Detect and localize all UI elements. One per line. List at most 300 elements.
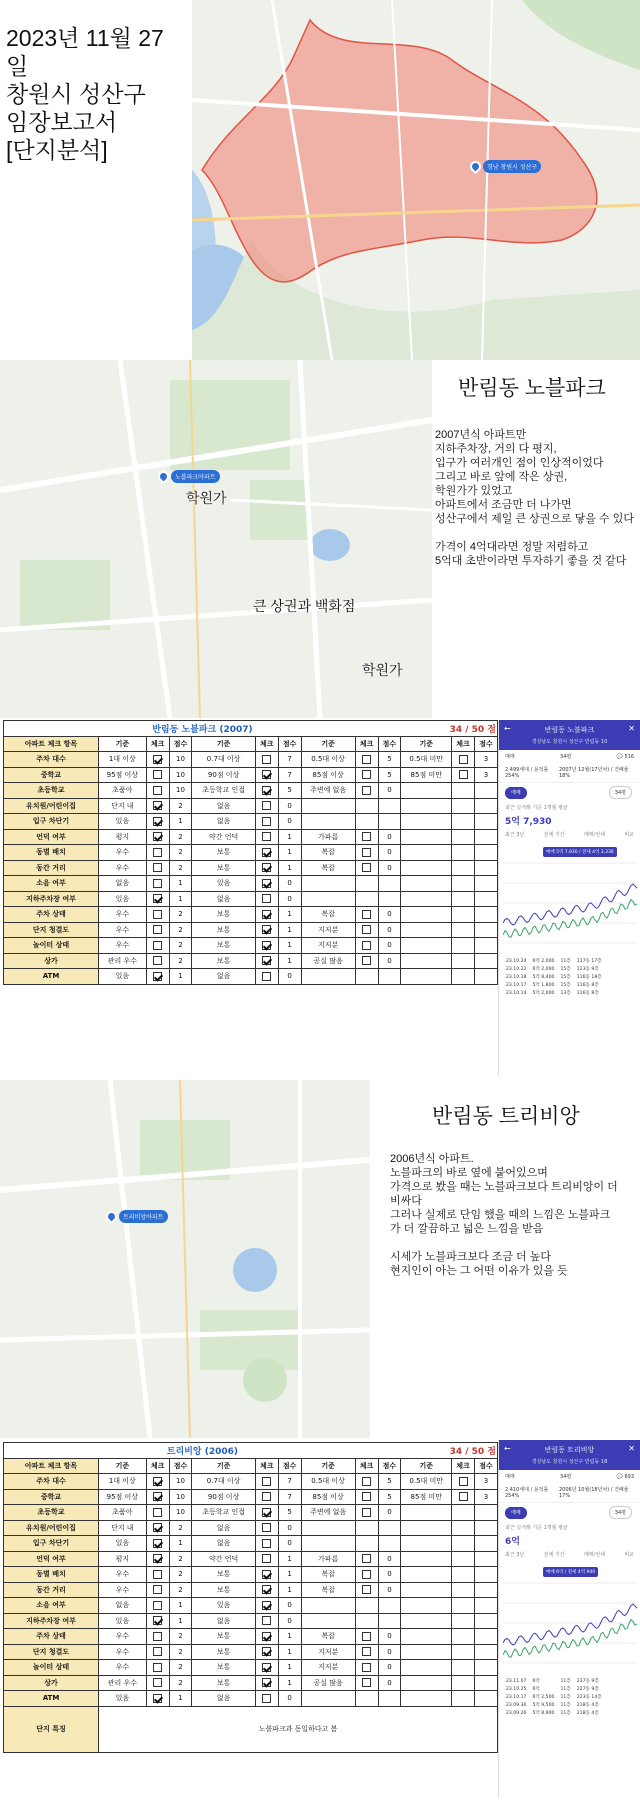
note-line: 2006년식 아파트. [390, 1153, 474, 1165]
points-cell: 0 [378, 1675, 401, 1691]
checked-box-icon[interactable] [153, 1554, 162, 1563]
checkbox-icon[interactable] [362, 863, 371, 872]
check-cell [146, 1505, 169, 1521]
checkbox-icon[interactable] [153, 1570, 162, 1579]
back-arrow-icon[interactable]: ← [504, 1444, 511, 1453]
checkbox-icon[interactable] [262, 1523, 271, 1532]
criterion-cell: 공실 많음 [301, 1675, 355, 1691]
criterion-cell [401, 1675, 452, 1691]
info-households: 2,410세대 / 용적률 254% [505, 1487, 549, 1499]
points-cell [475, 922, 498, 938]
checkbox-icon[interactable] [362, 848, 371, 857]
transaction-row[interactable] [503, 989, 605, 997]
criterion-cell: 초등학교 인접 [192, 1505, 255, 1521]
filter-row [499, 1503, 640, 1522]
checkbox-icon[interactable] [362, 1492, 371, 1501]
points-cell [378, 891, 401, 907]
transaction-cell: 117동 17층 [576, 959, 602, 964]
map-label-academy-1: 학원가 [186, 490, 227, 506]
checkbox-icon[interactable] [153, 1508, 162, 1517]
criterion-cell [401, 798, 452, 814]
criterion-cell: 초품아 [99, 1505, 147, 1521]
check-item-label: 초등학교 [4, 783, 99, 799]
transaction-row[interactable] [503, 1685, 605, 1693]
checkbox-icon[interactable] [153, 770, 162, 779]
checkbox-icon[interactable] [362, 786, 371, 795]
checked-box-icon[interactable] [262, 1585, 271, 1594]
points-cell [475, 1520, 498, 1536]
close-icon[interactable]: ✕ [628, 1444, 635, 1453]
close-icon[interactable]: ✕ [628, 724, 635, 733]
column-header: 기준 [99, 736, 147, 752]
criterion-cell [401, 1629, 452, 1645]
region-marker[interactable] [470, 160, 541, 173]
criterion-cell: 1대 이상 [99, 1474, 147, 1490]
noblepark-marker[interactable] [158, 470, 220, 483]
comment-count[interactable] [617, 1474, 634, 1480]
checkbox-icon[interactable] [262, 894, 271, 903]
criterion-cell [301, 1520, 355, 1536]
checkbox-icon[interactable] [362, 910, 371, 919]
table-row [4, 922, 498, 938]
price-panel-2[interactable] [498, 1440, 640, 1798]
points-cell: 10 [169, 1489, 192, 1505]
checkbox-icon[interactable] [153, 1663, 162, 1672]
criterion-cell: 없음 [192, 1520, 255, 1536]
check-cell [255, 798, 278, 814]
checkbox-icon[interactable] [362, 1570, 371, 1579]
table-row [4, 1644, 498, 1660]
checked-box-icon[interactable] [262, 786, 271, 795]
size-select[interactable]: 34평 [560, 754, 572, 760]
size-select[interactable]: 34평 [560, 1474, 572, 1480]
trivien-marker-label: 트리비앙아파트 [119, 1210, 168, 1223]
period-tab[interactable]: 최근 3년 [505, 832, 525, 838]
checkbox-icon[interactable] [262, 832, 271, 841]
check-cell [146, 829, 169, 845]
transaction-row[interactable] [503, 957, 605, 965]
points-cell: 0 [378, 953, 401, 969]
price-panel-1[interactable] [498, 720, 640, 1076]
checked-box-icon[interactable] [153, 832, 162, 841]
checkbox-icon[interactable] [362, 1678, 371, 1687]
transaction-row[interactable] [503, 1701, 605, 1709]
checkbox-icon[interactable] [153, 956, 162, 965]
empty-cell [452, 1567, 475, 1583]
criterion-cell [401, 1536, 452, 1552]
period-tab[interactable]: 매매/전세 [583, 1552, 605, 1558]
empty-cell [355, 969, 378, 985]
points-cell [475, 783, 498, 799]
checkbox-icon[interactable] [153, 786, 162, 795]
checkbox-icon[interactable] [153, 1632, 162, 1641]
criterion-cell: 0.7대 이상 [192, 752, 255, 768]
checked-box-icon[interactable] [153, 1523, 162, 1532]
points-cell [475, 798, 498, 814]
criterion-cell: 90점 이상 [192, 767, 255, 783]
checked-box-icon[interactable] [153, 1539, 162, 1548]
checked-box-icon[interactable] [262, 910, 271, 919]
points-cell [378, 1520, 401, 1536]
checked-box-icon[interactable] [262, 1647, 271, 1656]
transaction-cell: 23.09.26 [506, 1710, 527, 1716]
empty-cell [355, 1613, 378, 1629]
checked-box-icon[interactable] [153, 801, 162, 810]
chart-tooltip: 매매 6억 / 전세 4억 940 [543, 1567, 598, 1577]
checkbox-icon[interactable] [153, 1647, 162, 1656]
check-item-label: 주차 상태 [4, 1629, 99, 1645]
note-line: 성산구에서 제일 큰 상권으로 닿을 수 있다 [435, 513, 634, 525]
checked-box-icon[interactable] [153, 755, 162, 764]
points-cell: 5 [278, 783, 301, 799]
check-cell [255, 845, 278, 861]
deal-type[interactable]: 매매 [505, 754, 515, 760]
points-cell: 1 [278, 845, 301, 861]
checked-box-icon[interactable] [153, 972, 162, 981]
criterion-cell: 있음 [192, 876, 255, 892]
empty-cell [452, 1551, 475, 1567]
checkbox-icon[interactable] [362, 1663, 371, 1672]
check-cell [355, 1505, 378, 1521]
checklist-table-2 [3, 1442, 498, 1753]
title-line-2: 창원시 성산구 [6, 81, 146, 107]
check-item-label: 유치원/어린이집 [4, 1520, 99, 1536]
period-tab[interactable]: 최근 3년 [505, 1552, 525, 1558]
criterion-cell [401, 1598, 452, 1614]
checklist-table-2-wrap [3, 1442, 498, 1753]
table-row [4, 1598, 498, 1614]
filter-deal-tab[interactable]: 매매 [505, 787, 527, 799]
checked-box-icon[interactable] [262, 1570, 271, 1579]
period-tab[interactable]: 전체 기간 [543, 1552, 565, 1558]
points-cell: 2 [169, 1551, 192, 1567]
checkbox-icon[interactable] [362, 1585, 371, 1594]
points-cell [378, 1598, 401, 1614]
check-cell [146, 1660, 169, 1676]
criterion-cell [401, 783, 452, 799]
checkbox-icon[interactable] [262, 972, 271, 981]
transaction-cell: 23.11.07 [506, 1678, 527, 1684]
checkbox-icon[interactable] [262, 1492, 271, 1501]
checked-box-icon[interactable] [153, 1477, 162, 1486]
points-cell: 5 [378, 767, 401, 783]
avg-label: 최근 실거래 기준 1개월 평균 [505, 805, 568, 811]
empty-cell [452, 969, 475, 985]
region-map[interactable] [192, 0, 640, 360]
note-line [435, 526, 640, 540]
location-pin-icon [468, 159, 484, 175]
trivien-map[interactable] [0, 1080, 370, 1438]
points-cell: 3 [475, 767, 498, 783]
check-cell [255, 1567, 278, 1583]
period-tab[interactable]: 전체 기간 [543, 832, 565, 838]
points-cell [475, 814, 498, 830]
checked-box-icon[interactable] [262, 863, 271, 872]
price-chart-graphic [503, 843, 637, 953]
empty-cell [355, 876, 378, 892]
transaction-cell: 11층 [560, 1687, 571, 1692]
check-cell [255, 1660, 278, 1676]
check-cell [355, 1629, 378, 1645]
checkbox-icon[interactable] [262, 1554, 271, 1563]
checkbox-icon[interactable] [459, 1492, 468, 1501]
points-cell: 2 [169, 829, 192, 845]
checkbox-icon[interactable] [262, 755, 271, 764]
checkbox-icon[interactable] [362, 770, 371, 779]
criterion-cell: 복잡 [301, 860, 355, 876]
checkbox-icon[interactable] [362, 1508, 371, 1517]
checked-box-icon[interactable] [153, 1694, 162, 1703]
feature-text: 노블파크과 동일하다고 봄 [99, 1706, 498, 1752]
checkbox-icon[interactable] [262, 817, 271, 826]
transaction-cell: 23.10.17 [506, 1694, 527, 1700]
points-cell [475, 1675, 498, 1691]
check-cell [355, 938, 378, 954]
criterion-cell: 85점 이상 [301, 1489, 355, 1505]
transaction-row[interactable] [503, 981, 605, 989]
transaction-row[interactable] [503, 973, 605, 981]
points-cell [475, 1691, 498, 1707]
criterion-cell [401, 891, 452, 907]
transaction-row[interactable] [503, 1693, 605, 1701]
criterion-cell: 복잡 [301, 907, 355, 923]
check-cell [146, 1536, 169, 1552]
points-cell: 1 [278, 1551, 301, 1567]
filter-deal-tab[interactable]: 매매 [505, 1507, 527, 1519]
checked-box-icon[interactable] [262, 879, 271, 888]
checkbox-icon[interactable] [362, 941, 371, 950]
transaction-list [503, 1677, 605, 1717]
checked-box-icon[interactable] [262, 941, 271, 950]
check-cell [146, 1598, 169, 1614]
criterion-cell [401, 1660, 452, 1676]
check-cell [146, 1675, 169, 1691]
transaction-cell: 227동 9층 [576, 1687, 599, 1692]
checkbox-icon[interactable] [262, 1539, 271, 1548]
criterion-cell: 지저분 [301, 938, 355, 954]
pyeong-select[interactable]: 34평 [609, 786, 632, 799]
table-row [4, 1567, 498, 1583]
trivien-marker[interactable] [106, 1210, 168, 1223]
checkbox-icon[interactable] [362, 1647, 371, 1656]
points-cell [475, 1505, 498, 1521]
check-cell [355, 1474, 378, 1490]
points-cell: 2 [169, 907, 192, 923]
check-cell [355, 1489, 378, 1505]
criterion-cell: 약간 언덕 [192, 1551, 255, 1567]
points-cell [378, 1691, 401, 1707]
info-row [499, 1483, 640, 1503]
checkbox-icon[interactable] [153, 879, 162, 888]
check-cell [355, 845, 378, 861]
title-line-1: 2023년 11월 27일 [6, 25, 164, 79]
check-cell [146, 1629, 169, 1645]
info-year: 2006년 10월(18년차) / 건폐율 17% [558, 1487, 629, 1499]
criterion-cell: 복잡 [301, 1582, 355, 1598]
points-cell [475, 1660, 498, 1676]
transaction-cell: 223동 14층 [576, 1695, 602, 1700]
checkbox-icon[interactable] [153, 863, 162, 872]
complex-name: 반림동 트리비앙 [544, 1446, 595, 1454]
points-cell: 1 [278, 860, 301, 876]
complex-name: 반림동 노블파크 [544, 726, 595, 734]
checked-box-icon[interactable] [153, 894, 162, 903]
check-item-label: 주차 대수 [4, 752, 99, 768]
transaction-cell: 116동 8층 [576, 983, 599, 988]
check-cell [255, 1505, 278, 1521]
criterion-cell: 평지 [99, 1551, 147, 1567]
criterion-cell: 평지 [99, 829, 147, 845]
criterion-cell: 가파름 [301, 1551, 355, 1567]
transaction-row[interactable] [503, 965, 605, 973]
noblepark-map[interactable] [0, 360, 432, 718]
points-cell: 0 [278, 1520, 301, 1536]
criterion-cell: 0.5대 이상 [301, 1474, 355, 1490]
transaction-cell: 5억 2,000 [532, 991, 555, 996]
complex-address: 경상남도 창원시 성산구 반림동 10 [531, 739, 608, 745]
checkbox-icon[interactable] [362, 1632, 371, 1641]
checkbox-icon[interactable] [362, 755, 371, 764]
table-row [4, 1629, 498, 1645]
criterion-cell: 보통 [192, 938, 255, 954]
checkbox-icon[interactable] [153, 941, 162, 950]
table-row [4, 876, 498, 892]
avg-label: 최근 실거래 기준 1개월 평균 [505, 1525, 568, 1531]
filter-tabs [505, 789, 529, 796]
checkbox-icon[interactable] [262, 1477, 271, 1486]
criterion-cell: 95점 이상 [99, 767, 147, 783]
checkbox-icon[interactable] [362, 1477, 371, 1486]
checked-box-icon[interactable] [262, 1508, 271, 1517]
checkbox-icon[interactable] [153, 1678, 162, 1687]
checked-box-icon[interactable] [262, 956, 271, 965]
check-item-label: ATM [4, 1691, 99, 1707]
checked-box-icon[interactable] [153, 1492, 162, 1501]
empty-cell [452, 1536, 475, 1552]
points-cell: 5 [378, 752, 401, 768]
points-cell [475, 829, 498, 845]
criterion-cell [401, 1644, 452, 1660]
checked-box-icon[interactable] [262, 925, 271, 934]
column-header: 체크 [255, 1458, 278, 1474]
empty-cell [452, 1613, 475, 1629]
trivien-map-graphic [0, 1080, 370, 1438]
check-cell [255, 1520, 278, 1536]
points-cell: 0 [278, 1598, 301, 1614]
checked-box-icon[interactable] [262, 1632, 271, 1641]
criterion-cell: 지저분 [301, 922, 355, 938]
comment-count-value: 693 [624, 1473, 634, 1480]
period-tab[interactable]: 비교 [624, 1552, 634, 1558]
table-row [4, 814, 498, 830]
back-arrow-icon[interactable]: ← [504, 724, 511, 733]
note-line: 가격이 4억대라면 정말 저렴하고 [435, 541, 589, 553]
checkbox-icon[interactable] [459, 770, 468, 779]
criterion-cell: 초등학교 인접 [192, 783, 255, 799]
check-cell [255, 814, 278, 830]
transaction-cell: 218동 4층 [576, 1711, 599, 1716]
criterion-cell [401, 922, 452, 938]
check-cell [146, 1474, 169, 1490]
deal-type[interactable]: 매매 [505, 1474, 515, 1480]
location-pin-icon [156, 469, 172, 485]
transaction-cell: 15층 [560, 975, 571, 980]
checkbox-icon[interactable] [153, 1585, 162, 1594]
checkbox-icon[interactable] [153, 848, 162, 857]
pyeong-select[interactable]: 34평 [609, 1506, 632, 1519]
table-row [4, 798, 498, 814]
checkbox-icon[interactable] [153, 925, 162, 934]
period-tab[interactable]: 비교 [624, 832, 634, 838]
checkbox-icon[interactable] [459, 1477, 468, 1486]
checked-box-icon[interactable] [153, 1616, 162, 1625]
criterion-cell: 없음 [99, 1598, 147, 1614]
transaction-cell: 23.10.14 [506, 990, 527, 996]
table-row [4, 1489, 498, 1505]
checked-box-icon[interactable] [262, 1663, 271, 1672]
empty-cell [355, 1691, 378, 1707]
checkbox-icon[interactable] [362, 925, 371, 934]
price-chart [503, 843, 636, 953]
criterion-cell: 보통 [192, 860, 255, 876]
transaction-cell: 116동 8층 [576, 991, 599, 996]
period-tab[interactable]: 매매/전세 [583, 832, 605, 838]
note-line: 그리고 바로 앞에 작은 상권, [435, 471, 568, 483]
checkbox-icon[interactable] [153, 910, 162, 919]
checkbox-icon[interactable] [362, 956, 371, 965]
check-cell [255, 1474, 278, 1490]
note-line: 입구가 여러개인 점이 인상적이었다 [435, 457, 604, 469]
transaction-cell: 237동 9층 [576, 1679, 599, 1684]
points-cell: 1 [278, 922, 301, 938]
checkbox-icon[interactable] [362, 832, 371, 841]
criterion-cell: 우수 [99, 1567, 147, 1583]
checkbox-icon[interactable] [153, 1601, 162, 1610]
criterion-cell: 지저분 [301, 1644, 355, 1660]
checkbox-icon[interactable] [459, 755, 468, 764]
section-1-heading: 반림동 노블파크 [458, 377, 606, 400]
check-cell [255, 938, 278, 954]
points-cell [475, 938, 498, 954]
criterion-cell [301, 891, 355, 907]
transaction-row[interactable] [503, 1677, 605, 1685]
note-line: 2007년식 아파트만 [435, 429, 527, 441]
check-item-label: 언덕 여부 [4, 829, 99, 845]
criterion-cell: 단지 내 [99, 1520, 147, 1536]
table-row [4, 969, 498, 985]
checkbox-icon[interactable] [362, 1554, 371, 1563]
checked-box-icon[interactable] [153, 817, 162, 826]
checked-box-icon[interactable] [262, 848, 271, 857]
points-cell: 1 [169, 1536, 192, 1552]
checked-box-icon[interactable] [262, 770, 271, 779]
note-line: 지하주차장, 거의 다 평지, [435, 443, 557, 455]
checked-box-icon[interactable] [262, 1601, 271, 1610]
noblepark-marker-label: 노블파크아파트 [171, 470, 220, 483]
checked-box-icon[interactable] [262, 1678, 271, 1687]
check-cell [255, 1644, 278, 1660]
checkbox-icon[interactable] [262, 801, 271, 810]
column-header: 체크 [146, 736, 169, 752]
transaction-row[interactable] [503, 1709, 605, 1717]
checkbox-icon[interactable] [262, 1694, 271, 1703]
table-row [4, 829, 498, 845]
checkbox-icon[interactable] [262, 1616, 271, 1625]
points-cell: 1 [169, 1691, 192, 1707]
points-cell: 1 [169, 969, 192, 985]
comment-count[interactable] [617, 754, 634, 760]
criterion-cell: 보통 [192, 1644, 255, 1660]
